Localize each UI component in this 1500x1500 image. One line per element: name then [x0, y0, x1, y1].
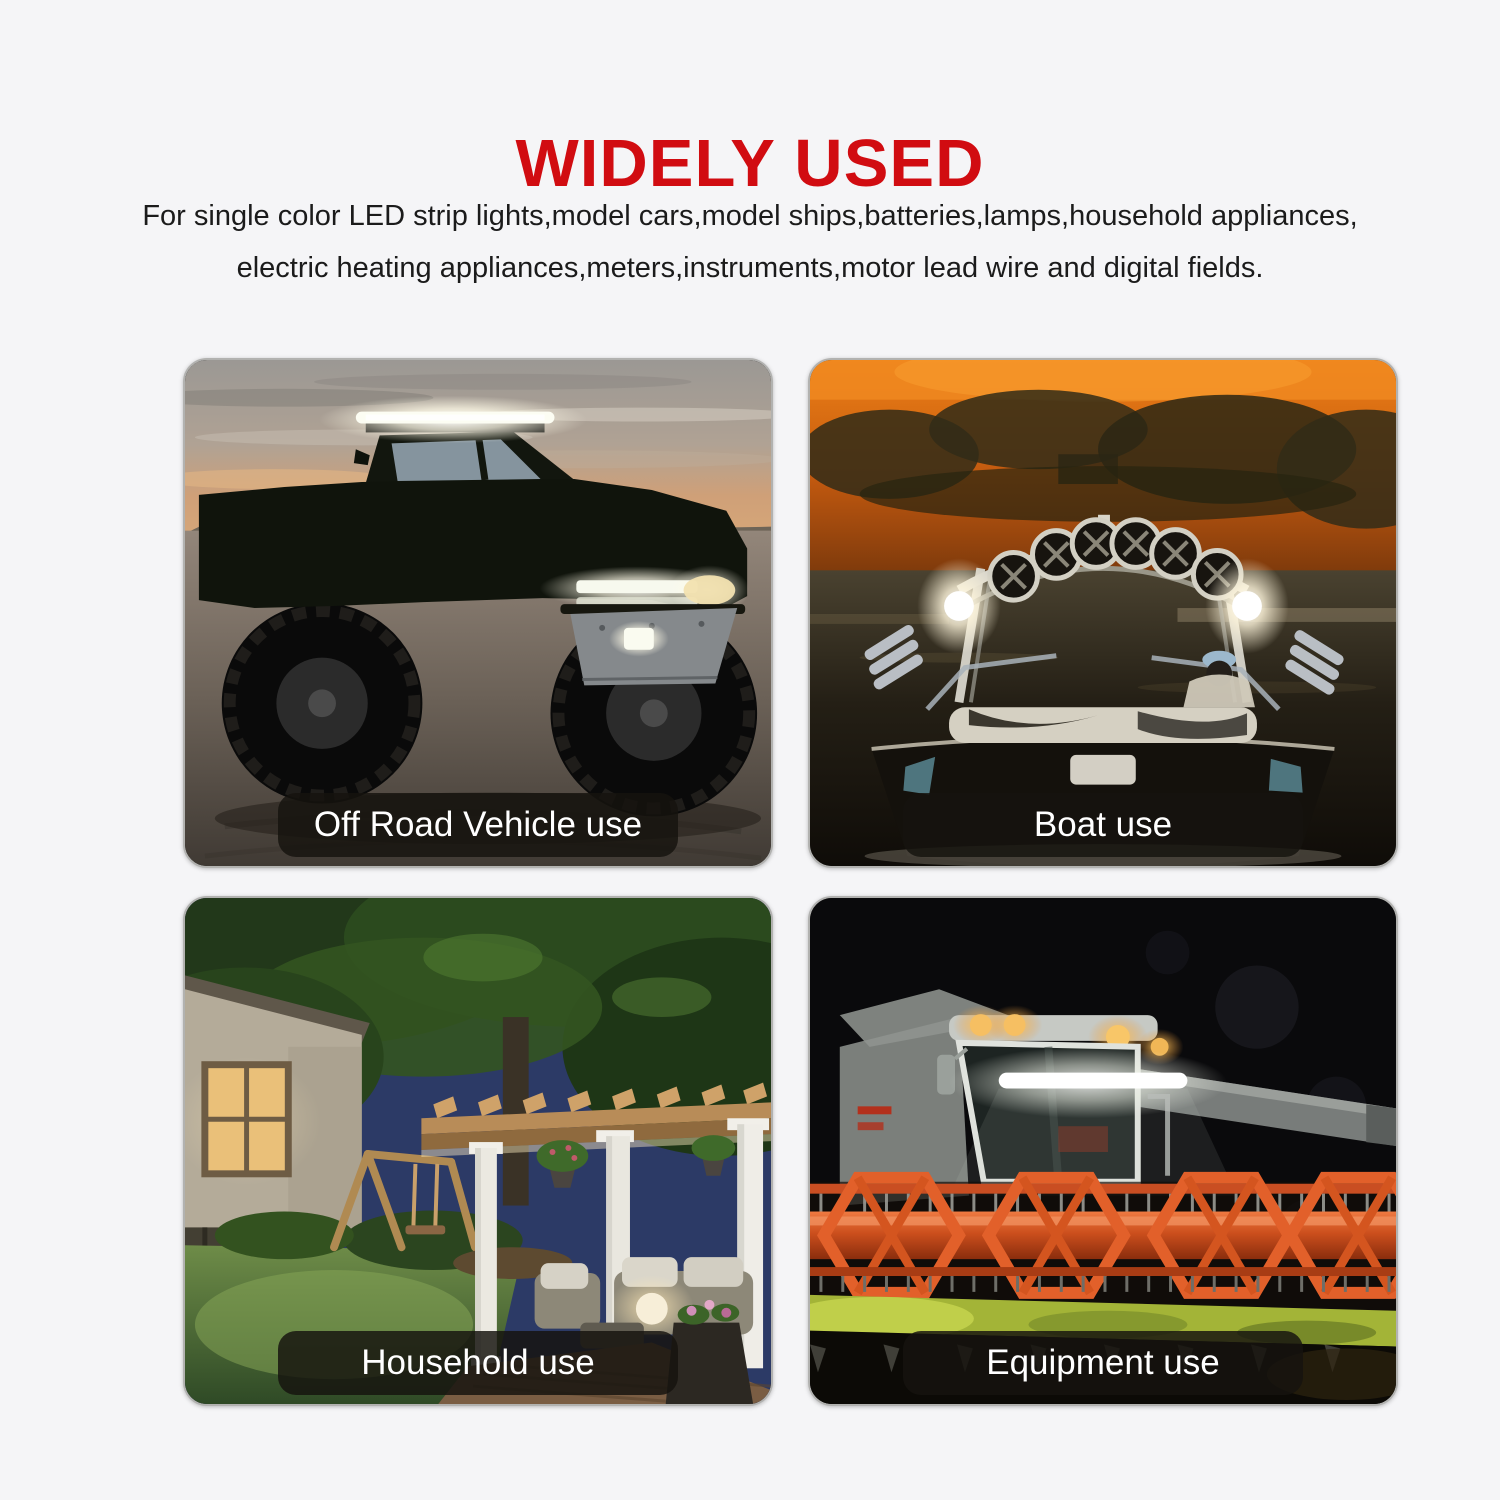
- household-label: [278, 1331, 678, 1395]
- offroad-label-text: Off Road Vehicle use: [313, 805, 643, 844]
- boat-label-text: Boat use: [1033, 805, 1173, 844]
- boat-illustration: [810, 360, 1396, 866]
- household-patio-illustration: [185, 898, 771, 1404]
- boat-label: [903, 793, 1303, 857]
- equipment-harvester-illustration: [810, 898, 1396, 1404]
- equipment-label-text: Equipment use: [986, 1343, 1220, 1382]
- description-line-1: For single color LED strip lights,model cars,model ships,batteries,lamps,household appliances,: [142, 200, 1358, 232]
- equipment-label: [903, 1331, 1303, 1395]
- description: [0, 190, 1500, 294]
- description-line-2: electric heating appliances,meters,instruments,motor lead wire and digital fields.: [236, 252, 1264, 284]
- offroad-label: [278, 793, 678, 857]
- usecase-panel-offroad: [183, 358, 773, 868]
- household-label-text: Household use: [361, 1343, 595, 1382]
- usecase-panel-equipment: [808, 896, 1398, 1406]
- offroad-truck-illustration: [185, 360, 771, 866]
- usecase-panel-boat: [808, 358, 1398, 868]
- usecase-panel-household: [183, 896, 773, 1406]
- page-title: WIDELY USED: [515, 125, 985, 201]
